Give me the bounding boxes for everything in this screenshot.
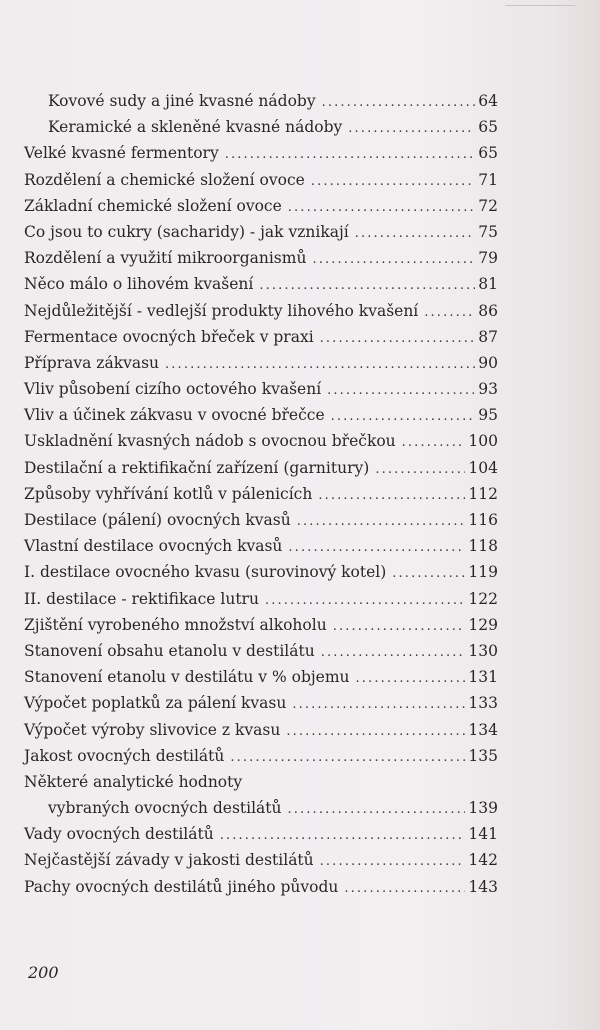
toc-entry-title: Uskladnění kvasných nádob s ovocnou břečkou [24,432,396,451]
toc-entry-title: Destilační a rektifikační zařízení (garnitury) [24,458,370,477]
toc-entry-title: Kovové sudy a jiné kvasné nádoby [48,92,316,110]
dot-leader [297,509,466,535]
toc-entry-title: Rozdělení a chemické složení ovoce [24,170,305,189]
dot-leader [321,640,466,666]
toc-entry-page: 142 [468,851,498,870]
toc-entry [24,507,498,533]
toc-entry [24,664,498,690]
dot-leader [292,692,465,718]
toc-entry-page: 75 [478,222,498,241]
dot-leader [322,90,475,116]
dot-leader [288,535,465,561]
toc-entry-title: Vliv a účinek zákvasu v ovocné břečce [24,406,325,425]
dot-leader [333,614,466,640]
toc-entry-title: Stanovení etanolu v destilátu v % objemu [24,668,350,687]
toc-entry-title: Výpočet výroby slivovice z kvasu [24,720,281,739]
dot-leader [424,300,475,326]
toc-entry-page: 65 [478,118,498,137]
toc-entry-title: Příprava zákvasu [24,353,160,372]
page-number: 200 [28,963,59,982]
toc-entry-page: 95 [478,406,498,425]
toc-entry-title: Pachy ovocných destilátů jiného původu [24,877,339,896]
toc-entry-title: Některé analytické hodnoty [24,772,243,791]
toc-entry [24,481,498,507]
dot-leader [348,116,475,142]
toc-entry [24,376,498,402]
toc-entry-title: Nejčastější závady v jakosti destilátů [24,851,314,870]
dot-leader [327,378,475,404]
toc-entry-heading-line [24,769,498,795]
toc-entry-page: 129 [468,615,498,634]
toc-entry-page: 81 [478,275,498,294]
toc-entry [24,298,498,324]
dot-leader [312,247,475,273]
toc-entry-page: 71 [478,170,498,189]
toc-entry-title: Základní chemické složení ovoce [24,196,282,215]
dot-leader [331,404,475,430]
dot-leader [220,823,466,849]
toc-entry [24,245,498,271]
dot-leader [286,719,465,745]
toc-entry-page: 139 [468,799,498,818]
toc-entry [24,533,498,559]
dot-leader [344,876,465,902]
toc-entry [24,428,498,454]
toc-entry [24,638,498,664]
dot-leader [230,745,465,771]
toc-entry-page: 118 [468,537,498,556]
dot-leader [165,352,475,378]
toc-entry-page: 122 [468,589,498,608]
table-of-contents [24,88,498,900]
toc-entry-page: 65 [478,144,498,163]
toc-entry [24,559,498,585]
toc-entry-title: Způsoby vyhřívání kotlů v pálenicích [24,484,313,503]
dot-leader [225,142,475,168]
toc-entry-page: 64 [478,92,498,110]
toc-entry [24,271,498,297]
toc-entry [24,743,498,769]
toc-entry [24,717,498,743]
toc-entry [24,795,498,821]
toc-entry-page: 119 [468,563,498,582]
toc-entry-page: 112 [468,484,498,503]
toc-entry-title: Jakost ovocných destilátů [24,746,225,765]
toc-entry [24,88,498,114]
dot-leader [265,588,465,614]
toc-entry-page: 143 [468,877,498,896]
dot-leader [288,797,466,823]
toc-entry [24,847,498,873]
toc-entry-page: 87 [478,327,498,346]
toc-entry-title: Stanovení obsahu etanolu v destilátu [24,641,315,660]
toc-entry-page: 141 [468,825,498,844]
toc-entry [24,167,498,193]
toc-entry-page: 100 [468,432,498,451]
toc-entry-page: 133 [468,694,498,713]
dot-leader [355,221,475,247]
top-rule [505,5,575,6]
toc-entry-title: Fermentace ovocných břeček v praxi [24,327,314,346]
toc-entry-title: Nejdůležitější - vedlejší produkty lihového kvašení [24,301,419,320]
toc-entry-page: 134 [468,720,498,739]
toc-entry [24,140,498,166]
toc-entry-page: 90 [478,353,498,372]
dot-leader [356,666,466,692]
toc-entry-page: 86 [478,301,498,320]
toc-entry-page: 130 [468,641,498,660]
toc-entry-title: Velké kvasné fermentory [24,144,219,163]
toc-entry [24,193,498,219]
dot-leader [318,483,465,509]
toc-entry-page: 104 [468,458,498,477]
dot-leader [320,849,466,875]
toc-entry-title: Vlastní destilace ovocných kvasů [24,537,283,556]
dot-leader [259,273,475,299]
toc-entry-page: 79 [478,249,498,268]
toc-entry-title: I. destilace ovocného kvasu (surovinový kotel) [24,563,387,582]
toc-entry [24,874,498,900]
dot-leader [288,195,475,221]
toc-entry-page: 135 [468,746,498,765]
toc-entry [24,219,498,245]
toc-entry-page: 116 [468,511,498,529]
toc-entry-title: Vady ovocných destilátů [24,825,214,844]
dot-leader [375,457,465,483]
toc-entry [24,586,498,612]
dot-leader [392,561,465,587]
toc-entry-page: 93 [478,380,498,399]
toc-entry [24,324,498,350]
toc-entry-page: 131 [468,668,498,687]
dot-leader [402,430,466,456]
toc-entry-title: Něco málo o lihovém kvašení [24,275,254,294]
toc-entry [24,402,498,428]
toc-entry-title: II. destilace - rektifikace lutru [24,589,259,608]
toc-entry [24,350,498,376]
toc-entry-title: Výpočet poplatků za pálení kvasu [24,694,287,713]
toc-entry [24,821,498,847]
toc-entry-title: Keramické a skleněné kvasné nádoby [48,118,343,137]
toc-entry-title: Zjištění vyrobeného množství alkoholu [24,615,327,634]
toc-entry [24,114,498,140]
toc-entry-title: Rozdělení a využití mikroorganismů [24,249,307,268]
toc-entry-title: vybraných ovocných destilátů [48,799,282,818]
dot-leader [311,169,475,195]
dot-leader [320,326,475,352]
toc-entry-title: Destilace (pálení) ovocných kvasů [24,511,291,529]
toc-entry [24,455,498,481]
toc-entry-title: Co jsou to cukry (sacharidy) - jak vznikají [24,222,349,241]
toc-entry-title: Vliv působení cizího octového kvašení [24,380,322,399]
toc-entry [24,690,498,716]
toc-entry [24,612,498,638]
toc-entry-page: 72 [478,196,498,215]
